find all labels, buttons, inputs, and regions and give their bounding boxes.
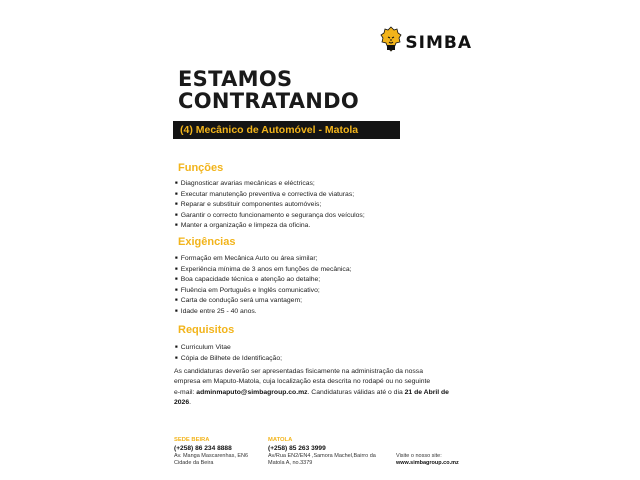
section-title-exigencias: Exigências	[178, 236, 236, 248]
brand-logo	[379, 26, 472, 52]
footer-beira-phone: (+258) 86 234 8888	[174, 445, 232, 452]
list-funcoes	[175, 179, 475, 232]
footer-beira	[174, 437, 248, 467]
list-item: ■ Diagnosticar avarias mecânicas e eléctricas;	[175, 179, 475, 190]
footer-matola	[268, 437, 376, 467]
section-title-funcoes: Funções	[178, 162, 224, 174]
footer-beira-address-2: Cidade da Beira	[174, 460, 214, 466]
deadline-end: .	[189, 398, 192, 406]
footer-site-label: Visite o nosso site:	[396, 453, 442, 459]
lion-icon	[379, 26, 403, 52]
list-item: ■ Garantir o correcto funcionamento e segurança dos veículos;	[175, 211, 475, 222]
footer-site	[396, 453, 459, 467]
list-item: ■ Formação em Mecânica Auto ou área similar;	[175, 254, 475, 265]
application-line-1: As candidaturas deverão ser apresentadas fisicamente na administração da nossa	[174, 368, 423, 375]
list-item: ■ Boa capacidade técnica e atenção ao detalhe;	[175, 275, 475, 286]
deadline-prefix: . Candidaturas válidas até o dia	[307, 388, 405, 396]
footer-beira-label: SEDE BEIRA	[174, 437, 210, 443]
application-line-2: empresa em Maputo-Matola, cuja localização esta descrita no rodapé ou no seguinte	[174, 378, 431, 386]
application-line-3	[174, 388, 454, 409]
list-item: ■ Fluência em Português e Inglês comunicativo;	[175, 286, 475, 297]
list-item: ■ Reparar e substituir componentes automóveis;	[175, 200, 475, 211]
footer-matola-address-2: Matola A, no.3379	[268, 460, 313, 466]
headline-line-2: CONTRATANDO	[178, 89, 360, 113]
list-item: ■ Executar manutenção preventiva e correctiva de viaturas;	[175, 190, 475, 201]
job-title-bar	[173, 121, 400, 139]
email-prefix: e-mail:	[174, 388, 197, 396]
application-paragraph	[174, 367, 454, 408]
footer	[174, 437, 480, 471]
list-item: ■ Manter a organização e limpeza da oficina.	[175, 221, 475, 232]
list-item: ■ Cópia de Bilhete de Identificação;	[175, 354, 475, 365]
list-item: ■ Idade entre 25 - 40 anos.	[175, 307, 475, 318]
footer-site-url[interactable]: www.simbagroup.co.mz	[396, 460, 459, 466]
footer-matola-address-1: Av/Rua EN2/EN4 ,Samora Machel,Bairro da	[268, 453, 376, 459]
deadline-date: 21 de Abril de 2026	[174, 388, 449, 406]
email-link[interactable]: adminmaputo@simbagroup.co.mz	[196, 388, 308, 396]
footer-matola-phone: (+258) 85 263 3999	[268, 445, 326, 452]
headline	[178, 68, 359, 112]
list-requisitos	[175, 343, 475, 364]
headline-line-1: ESTAMOS	[178, 67, 293, 91]
footer-beira-address-1: Av. Manga Mascarenhas, EN6	[174, 453, 249, 459]
job-poster	[158, 14, 482, 472]
section-title-requisitos: Requisitos	[178, 324, 235, 336]
job-title: (4) Mecânico de Automóvel - Matola	[180, 124, 359, 136]
list-exigencias	[175, 254, 475, 318]
brand-name: SIMBA	[405, 33, 472, 53]
list-item: ■ Experiência mínima de 3 anos em funções de mecânica;	[175, 265, 475, 276]
list-item: ■ Curriculum Vitae	[175, 343, 475, 354]
list-item: ■ Carta de condução será uma vantagem;	[175, 296, 475, 307]
footer-matola-label: MATOLA	[268, 437, 293, 443]
